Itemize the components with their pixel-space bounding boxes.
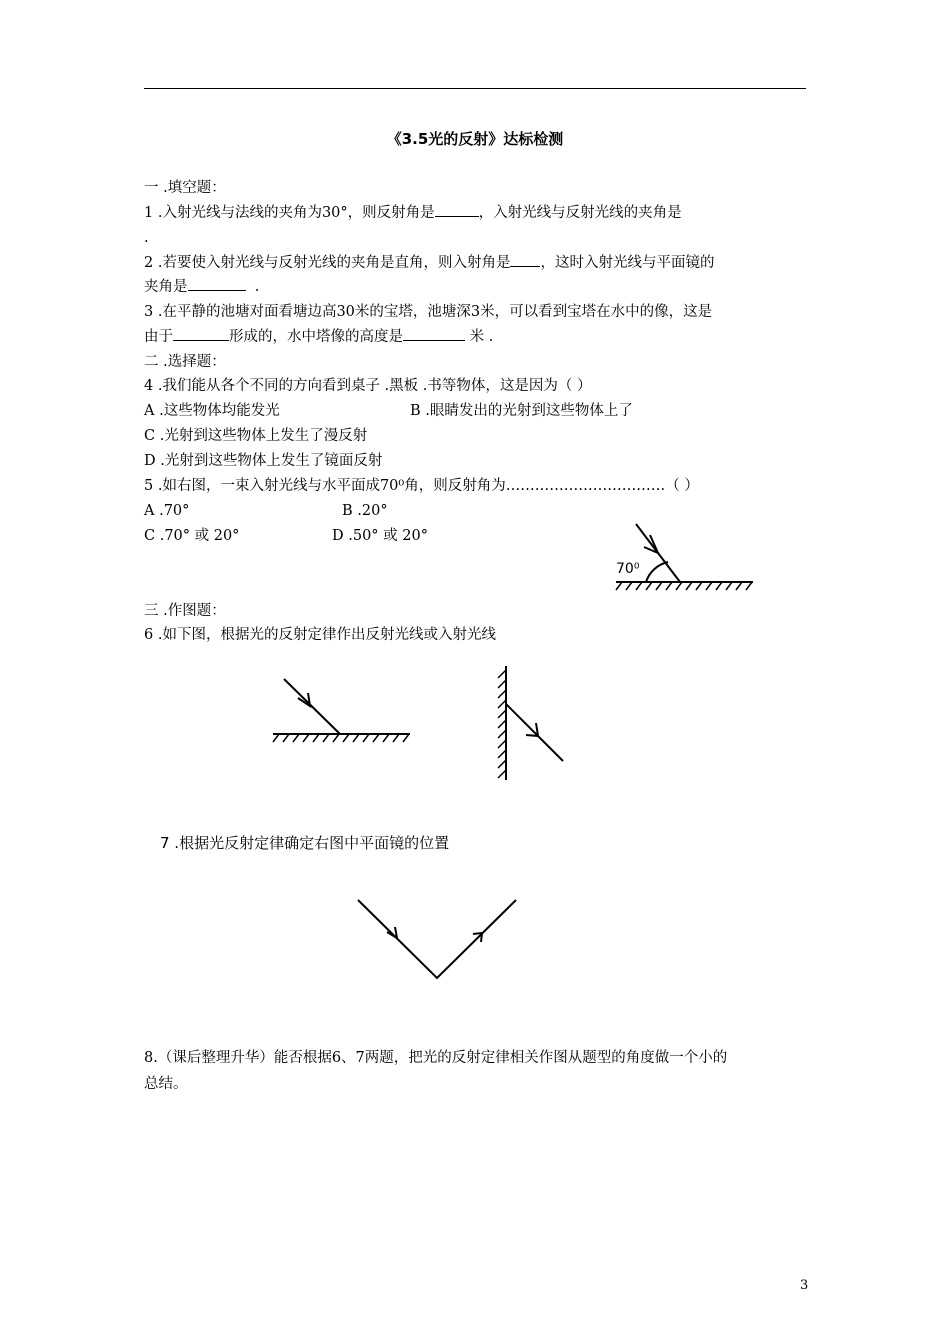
light-path bbox=[358, 900, 516, 978]
q5-option-c[interactable]: C .70° 或 20° bbox=[144, 528, 240, 544]
question-4: 4 .我们能从各个不同的方向看到桌子 .黑板 .书等物体，这是因为（ ） bbox=[144, 378, 592, 394]
question-6: 6 .如下图，根据光的反射定律作出反射光线或入射光线 bbox=[144, 627, 496, 643]
question-7: 7 .根据光反射定律确定右图中平面镜的位置 bbox=[160, 834, 450, 852]
answer-blank[interactable] bbox=[173, 326, 229, 341]
q4-option-d[interactable]: D .光射到这些物体上发生了镜面反射 bbox=[144, 453, 383, 469]
angle-arc bbox=[646, 562, 668, 582]
q6-figure-horizontal-mirror bbox=[270, 676, 415, 746]
q5-option-d[interactable]: D .50° 或 20° bbox=[332, 528, 428, 544]
q4-option-c[interactable]: C .光射到这些物体上发生了漫反射 bbox=[144, 428, 368, 444]
section-choice: 二 .选择题： bbox=[144, 354, 226, 370]
q6-figure-vertical-mirror bbox=[492, 664, 572, 784]
mirror-hatching bbox=[616, 582, 752, 590]
answer-blank[interactable] bbox=[435, 202, 479, 217]
page-number: 3 bbox=[800, 1278, 809, 1293]
question-3: 3 .在平静的池塘对面看塘边高30米的宝塔，池塘深3米，可以看到宝塔在水中的像，这是 bbox=[144, 304, 713, 320]
question-1-end: . bbox=[144, 230, 149, 246]
reflected-ray bbox=[506, 704, 563, 761]
section-fill-in: 一 .填空题： bbox=[144, 180, 226, 196]
answer-blank[interactable] bbox=[403, 326, 465, 341]
answer-blank[interactable] bbox=[188, 276, 246, 291]
answer-blank[interactable] bbox=[510, 252, 540, 267]
incident-ray bbox=[284, 679, 340, 734]
question-8: 8.（课后整理升华）能否根据6、7两题，把光的反射定律相关作图从题型的角度做一个小的 bbox=[144, 1050, 728, 1066]
header-rule bbox=[144, 88, 806, 89]
question-3-cont: 由于 形成的，水中塔像的高度是 米 . bbox=[144, 326, 493, 347]
mirror-hatching bbox=[498, 670, 506, 778]
q5-option-b[interactable]: B .20° bbox=[342, 503, 388, 519]
section-drawing: 三 .作图题： bbox=[144, 603, 226, 619]
question-1: 1 .入射光线与法线的夹角为30°，则反射角是 ，入射光线与反射光线的夹角是 bbox=[144, 202, 682, 223]
page-title: 《3.5光的反射》达标检测 bbox=[386, 130, 564, 148]
mirror-hatching bbox=[273, 734, 409, 742]
q4-option-a[interactable]: A .这些物体均能发光 bbox=[144, 403, 280, 419]
question-8-cont: 总结。 bbox=[144, 1076, 188, 1092]
question-2: 2 .若要使入射光线与反射光线的夹角是直角，则入射角是 ，这时入射光线与平面镜的 bbox=[144, 252, 714, 273]
question-5: 5 .如右图，一束入射光线与水平面成70⁰角，则反射角为……………………………（ ） bbox=[144, 478, 699, 494]
q5-figure bbox=[610, 515, 760, 595]
question-2-cont: 夹角是 . bbox=[144, 276, 259, 297]
q7-figure bbox=[355, 896, 523, 982]
q5-option-a[interactable]: A .70° bbox=[144, 503, 190, 519]
q4-option-b[interactable]: B .眼睛发出的光射到这些物体上了 bbox=[410, 403, 633, 419]
angle-label: 70⁰ bbox=[616, 561, 640, 577]
